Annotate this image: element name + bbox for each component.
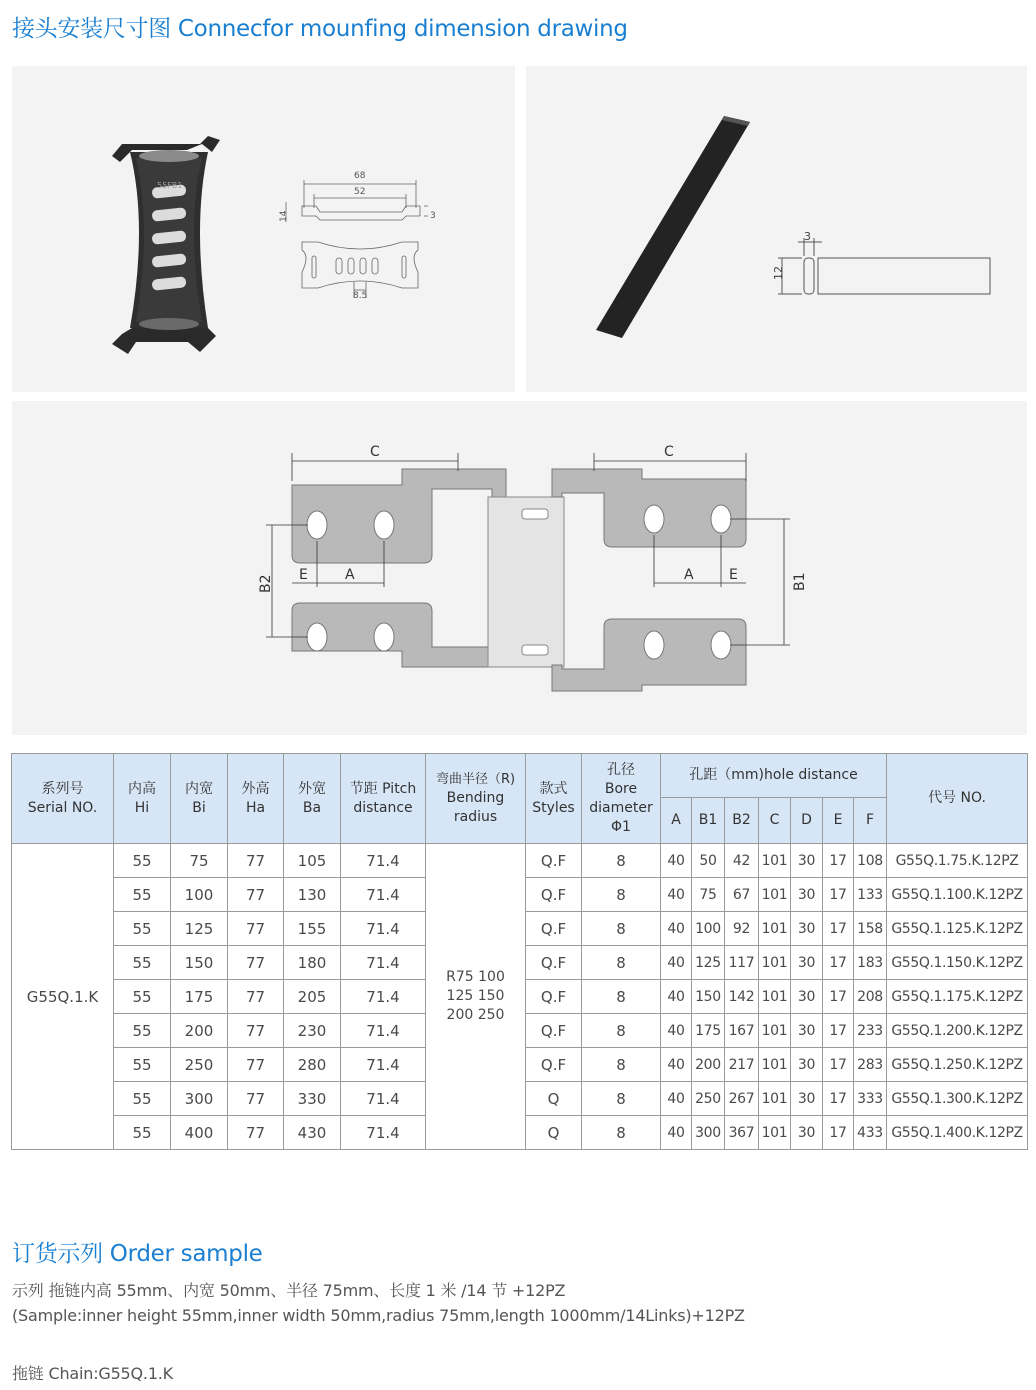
cell-c: 101 [759, 1048, 791, 1082]
table-row [12, 844, 1028, 878]
right-connector [552, 469, 746, 691]
dim-52: 52 [354, 187, 366, 197]
cell-ba: 105 [284, 844, 341, 878]
cell-c: 101 [759, 878, 791, 912]
cell-e: 17 [823, 1116, 854, 1150]
cell-a: 40 [661, 980, 692, 1014]
cell-c: 101 [759, 1116, 791, 1150]
header-pitch: 节距 Pitch distance [341, 754, 426, 844]
cell-f: 283 [854, 1048, 887, 1082]
header-styles: 款式 Styles [526, 754, 582, 844]
cell-f: 233 [854, 1014, 887, 1048]
cell-b1: 200 [692, 1048, 725, 1082]
cell-hi: 55 [114, 946, 171, 980]
header-radius: 弯曲半径（R) Bending radius [426, 754, 526, 844]
connector-photo-drawing [12, 66, 515, 392]
cell-ha: 77 [228, 844, 284, 878]
cell-ba: 330 [284, 1082, 341, 1116]
cell-bi: 75 [171, 844, 228, 878]
cell-bore: 8 [582, 878, 661, 912]
header-f: F [854, 798, 887, 844]
cell-d: 30 [791, 912, 823, 946]
cell-hi: 55 [114, 1082, 171, 1116]
cell-hi: 55 [114, 1048, 171, 1082]
cell-bi: 400 [171, 1116, 228, 1150]
cell-b1: 75 [692, 878, 725, 912]
cell-bi: 175 [171, 980, 228, 1014]
label-b2: B2 [258, 574, 274, 593]
cell-ba: 280 [284, 1048, 341, 1082]
cell-e: 17 [823, 946, 854, 980]
header-ha: 外高 Ha [228, 754, 284, 844]
left-connector [292, 469, 506, 667]
cell-e: 17 [823, 844, 854, 878]
header-ba: 外宽 Ba [284, 754, 341, 844]
strip-section-drawing [778, 238, 990, 294]
dim-68: 68 [354, 171, 366, 181]
cell-d: 30 [791, 1116, 823, 1150]
cell-b1: 175 [692, 1014, 725, 1048]
cell-a: 40 [661, 1014, 692, 1048]
cell-code: G55Q.1.400.K.12PZ [887, 1116, 1028, 1150]
cell-b2: 167 [725, 1014, 759, 1048]
cell-a: 40 [661, 1116, 692, 1150]
header-b1: B1 [692, 798, 725, 844]
cell-pitch: 71.4 [341, 844, 426, 878]
cell-b1: 50 [692, 844, 725, 878]
cell-pitch: 71.4 [341, 980, 426, 1014]
cell-e: 17 [823, 878, 854, 912]
cell-c: 101 [759, 1082, 791, 1116]
cell-f: 108 [854, 844, 887, 878]
cell-bi: 150 [171, 946, 228, 980]
cell-code: G55Q.1.200.K.12PZ [887, 1014, 1028, 1048]
dimension-drawing [12, 401, 1027, 735]
strip-dim-3: 3 [804, 230, 811, 243]
mounting-title: 接头安装尺寸图 Connecfor mounfing dimension drawing [12, 16, 628, 42]
header-a: A [661, 798, 692, 844]
cell-f: 208 [854, 980, 887, 1014]
cell-f: 133 [854, 878, 887, 912]
cell-ha: 77 [228, 1082, 284, 1116]
cell-bore: 8 [582, 1082, 661, 1116]
cell-b1: 300 [692, 1116, 725, 1150]
cell-b1: 125 [692, 946, 725, 980]
cell-bore: 8 [582, 844, 661, 878]
strip-photo [596, 116, 750, 338]
cell-b2: 267 [725, 1082, 759, 1116]
cell-pitch: 71.4 [341, 1048, 426, 1082]
cell-code: G55Q.1.250.K.12PZ [887, 1048, 1028, 1082]
cell-bore: 8 [582, 980, 661, 1014]
cell-e: 17 [823, 1082, 854, 1116]
header-b2: B2 [725, 798, 759, 844]
cell-d: 30 [791, 980, 823, 1014]
cell-pitch: 71.4 [341, 878, 426, 912]
cell-style: Q.F [526, 1014, 582, 1048]
cell-code: G55Q.1.125.K.12PZ [887, 912, 1028, 946]
cell-bi: 100 [171, 878, 228, 912]
label-e-left: E [299, 567, 308, 583]
cell-style: Q.F [526, 1048, 582, 1082]
cell-c: 101 [759, 912, 791, 946]
radius-cell: R75 100 125 150 200 250 [426, 844, 526, 1150]
cell-style: Q.F [526, 912, 582, 946]
cell-bi: 200 [171, 1014, 228, 1048]
cell-c: 101 [759, 946, 791, 980]
cell-b1: 100 [692, 912, 725, 946]
cell-d: 30 [791, 946, 823, 980]
cell-b2: 42 [725, 844, 759, 878]
header-code: 代号 NO. [887, 754, 1028, 844]
label-c-left: C [370, 444, 380, 460]
cell-bore: 8 [582, 1116, 661, 1150]
cell-e: 17 [823, 912, 854, 946]
cell-a: 40 [661, 912, 692, 946]
cell-b2: 367 [725, 1116, 759, 1150]
cell-ha: 77 [228, 980, 284, 1014]
cell-hi: 55 [114, 912, 171, 946]
cell-bore: 8 [582, 1014, 661, 1048]
cell-d: 30 [791, 844, 823, 878]
strip-dim-12: 12 [772, 266, 785, 280]
photo-label: 55FB1 [157, 181, 183, 190]
cell-b2: 67 [725, 878, 759, 912]
cell-pitch: 71.4 [341, 1014, 426, 1048]
cell-pitch: 71.4 [341, 946, 426, 980]
cell-b2: 92 [725, 912, 759, 946]
cell-ha: 77 [228, 1116, 284, 1150]
spec-table [11, 753, 1028, 1150]
label-b1: B1 [792, 572, 808, 591]
cell-hi: 55 [114, 878, 171, 912]
cell-a: 40 [661, 1048, 692, 1082]
cell-d: 30 [791, 1082, 823, 1116]
cell-d: 30 [791, 878, 823, 912]
cell-style: Q [526, 1116, 582, 1150]
cell-ba: 130 [284, 878, 341, 912]
cell-bi: 125 [171, 912, 228, 946]
cell-code: G55Q.1.150.K.12PZ [887, 946, 1028, 980]
cell-ba: 155 [284, 912, 341, 946]
cell-f: 333 [854, 1082, 887, 1116]
cell-a: 40 [661, 878, 692, 912]
label-a-left: A [345, 567, 355, 583]
cell-hi: 55 [114, 1116, 171, 1150]
dim-14: 14 [279, 210, 289, 222]
cell-bi: 300 [171, 1082, 228, 1116]
cell-ha: 77 [228, 878, 284, 912]
order-sample-cn: 示列 拖链内高 55mm、内宽 50mm、半径 75mm、长度 1 米 /14 节 +12PZ [12, 1281, 566, 1300]
order-title: 订货示列 Order sample [12, 1241, 263, 1267]
cell-c: 101 [759, 1014, 791, 1048]
cell-a: 40 [661, 946, 692, 980]
cell-code: G55Q.1.75.K.12PZ [887, 844, 1028, 878]
connector-photo-panel [12, 66, 515, 392]
cell-pitch: 71.4 [341, 912, 426, 946]
header-c: C [759, 798, 791, 844]
cell-code: G55Q.1.175.K.12PZ [887, 980, 1028, 1014]
cell-c: 101 [759, 844, 791, 878]
cell-e: 17 [823, 1014, 854, 1048]
cell-style: Q.F [526, 878, 582, 912]
cell-b2: 117 [725, 946, 759, 980]
cell-a: 40 [661, 844, 692, 878]
cell-ba: 180 [284, 946, 341, 980]
cell-hi: 55 [114, 844, 171, 878]
dim-8-5: 8.5 [353, 291, 368, 301]
cell-code: G55Q.1.100.K.12PZ [887, 878, 1028, 912]
cell-e: 17 [823, 980, 854, 1014]
header-bore: 孔径 Bore diameter Φ1 [582, 754, 661, 844]
cell-bore: 8 [582, 946, 661, 980]
dimension-drawing-panel [12, 401, 1027, 735]
header-d: D [791, 798, 823, 844]
cell-b2: 142 [725, 980, 759, 1014]
cell-f: 183 [854, 946, 887, 980]
cell-code: G55Q.1.300.K.12PZ [887, 1082, 1028, 1116]
header-e: E [823, 798, 854, 844]
dim-3: 3 [430, 211, 436, 221]
center-link [488, 497, 564, 667]
cell-ha: 77 [228, 1048, 284, 1082]
label-e-right: E [729, 567, 738, 583]
cell-style: Q.F [526, 946, 582, 980]
cell-hi: 55 [114, 980, 171, 1014]
cell-style: Q [526, 1082, 582, 1116]
cell-b1: 150 [692, 980, 725, 1014]
cell-ha: 77 [228, 946, 284, 980]
serial-cell: G55Q.1.K [12, 844, 114, 1150]
cell-b1: 250 [692, 1082, 725, 1116]
header-bi: 内宽 Bi [171, 754, 228, 844]
cell-d: 30 [791, 1014, 823, 1048]
cell-bi: 250 [171, 1048, 228, 1082]
order-sample-en: (Sample:inner height 55mm,inner width 50mm,radius 75mm,length 1000mm/14Links)+12PZ [12, 1306, 745, 1325]
cell-hi: 55 [114, 1014, 171, 1048]
cell-pitch: 71.4 [341, 1116, 426, 1150]
header-hole-distance: 孔距（mm)hole distance [661, 754, 887, 798]
cell-style: Q.F [526, 980, 582, 1014]
header-serial: 系列号 Serial NO. [12, 754, 114, 844]
cell-d: 30 [791, 1048, 823, 1082]
label-c-right: C [664, 444, 674, 460]
cell-ba: 430 [284, 1116, 341, 1150]
connector-photo [112, 136, 220, 354]
cell-pitch: 71.4 [341, 1082, 426, 1116]
connector-outline-drawing [286, 180, 428, 298]
cell-a: 40 [661, 1082, 692, 1116]
cell-c: 101 [759, 980, 791, 1014]
strip-drawing [526, 66, 1027, 392]
cell-f: 158 [854, 912, 887, 946]
order-chain-code: 拖链 Chain:G55Q.1.K [12, 1364, 173, 1383]
header-hi: 内高 Hi [114, 754, 171, 844]
cell-b2: 217 [725, 1048, 759, 1082]
cell-bore: 8 [582, 912, 661, 946]
cell-style: Q.F [526, 844, 582, 878]
cell-ba: 205 [284, 980, 341, 1014]
cell-ha: 77 [228, 1014, 284, 1048]
strip-panel [526, 66, 1027, 392]
cell-bore: 8 [582, 1048, 661, 1082]
cell-ba: 230 [284, 1014, 341, 1048]
label-a-right: A [684, 567, 694, 583]
cell-f: 433 [854, 1116, 887, 1150]
cell-ha: 77 [228, 912, 284, 946]
cell-e: 17 [823, 1048, 854, 1082]
